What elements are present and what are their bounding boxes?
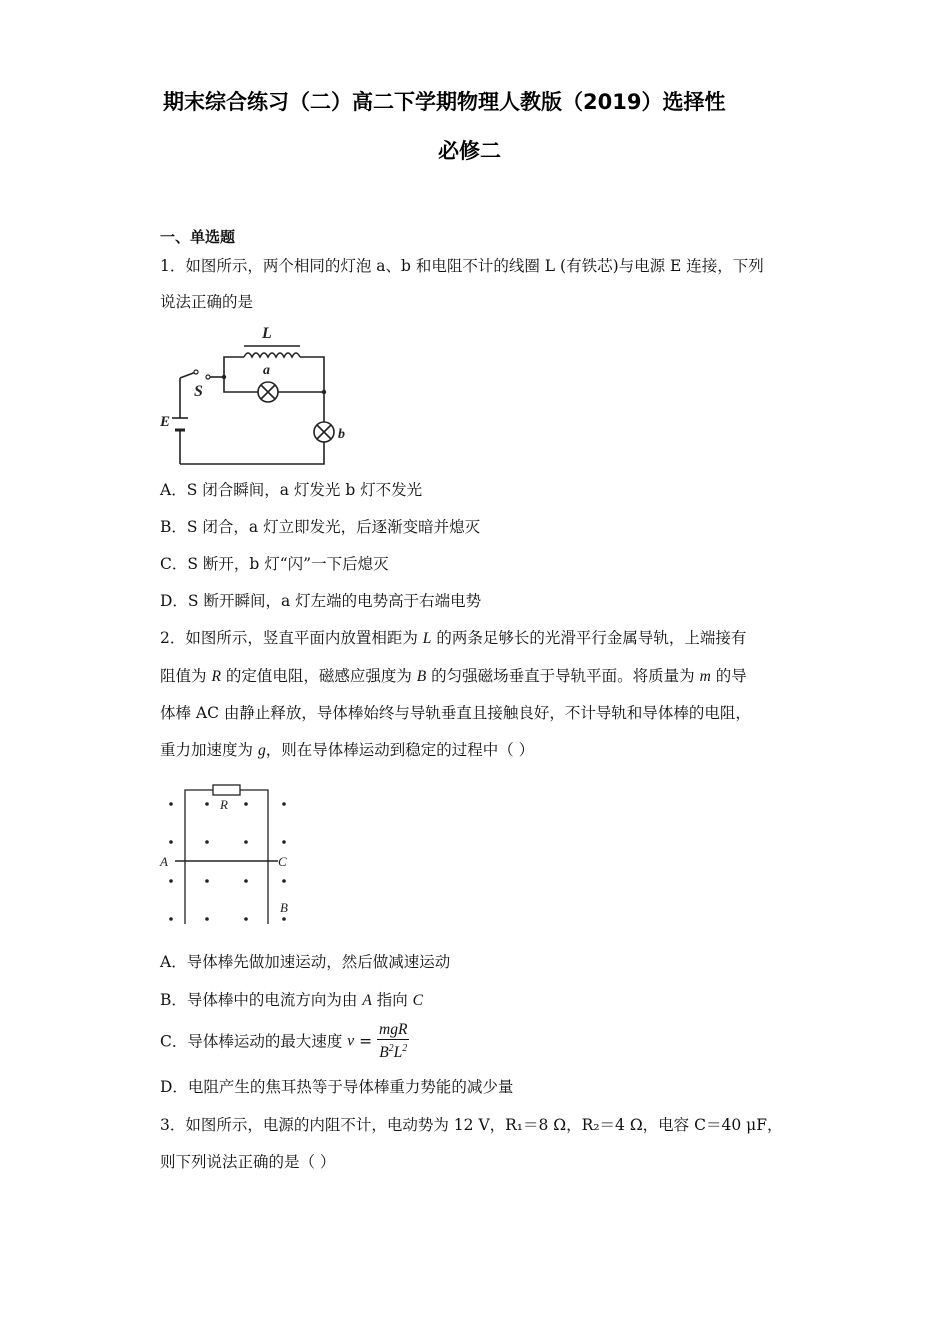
q2-option-d: D．电阻产生的焦耳热等于导体棒重力势能的减少量	[160, 1078, 514, 1096]
lamp-b-cross	[317, 425, 331, 439]
left-rail	[185, 790, 213, 924]
section-heading: 一、单选题	[160, 228, 236, 246]
label-B: B	[280, 900, 288, 915]
q2-option-b: B．导体棒中的电流方向为由 A 指向 C	[160, 991, 423, 1009]
q2-text-line4: 重力加速度为 g，则在导体棒运动到稳定的过程中（ ）	[160, 741, 535, 759]
resistor-icon	[213, 785, 240, 795]
wire-bottom	[180, 442, 324, 464]
junction-right	[322, 390, 326, 394]
page-title-line2: 必修二	[438, 139, 501, 163]
page-title: 期末综合练习（二）高二下学期物理人教版（2019）选择性	[163, 90, 726, 114]
right-rail	[240, 790, 268, 924]
wire-lamp-a-left	[224, 377, 258, 392]
q2-option-c: C．导体棒运动的最大速度 v = $\frac{\text{mgR}}{B^2L^2}$	[160, 1021, 408, 1062]
wire-coil-left	[224, 357, 244, 377]
q2-text-line1: 2．如图所示，竖直平面内放置相距为 L 的两条足够长的光滑平行金属导轨，上端接有	[160, 629, 747, 647]
q1-text-line2: 说法正确的是	[160, 293, 254, 311]
label-E: E	[160, 414, 171, 430]
q1-option-a: A．S 闭合瞬间，a 灯发光 b 灯不发光	[160, 481, 423, 499]
label-a: a	[263, 363, 270, 378]
label-A: A	[160, 854, 168, 869]
q2-text-line2: 阻值为 R 的定值电阻，磁感应强度为 B 的匀强磁场垂直于导轨平面。将质量为 m 的导	[160, 667, 747, 685]
label-R: R	[220, 797, 228, 812]
junction-left	[222, 375, 226, 379]
switch-contact-left	[194, 370, 198, 374]
label-L: L	[262, 325, 272, 342]
q2-rail-figure	[158, 782, 298, 927]
q1-option-c: C．S 断开，b 灯“闪”一下后熄灭	[160, 555, 389, 573]
switch-contact-right	[206, 375, 210, 379]
q1-text-line1: 1．如图所示，两个相同的灯泡 a、b 和电阻不计的线圈 L (有铁芯)与电源 E 连接，下列	[160, 257, 764, 275]
q1-option-b: B．S 闭合，a 灯立即发光，后逐渐变暗并熄灭	[160, 518, 481, 536]
q1-circuit-figure	[158, 322, 368, 472]
q2-text-line3: 体棒 AC 由静止释放，导体棒始终与导轨垂直且接触良好，不计导轨和导体棒的电阻，	[160, 704, 751, 722]
q1-option-d: D．S 断开瞬间，a 灯左端的电势高于右端电势	[160, 592, 482, 610]
label-b: b	[338, 427, 345, 442]
q3-text-line2: 则下列说法正确的是（ ）	[160, 1153, 336, 1171]
q3-text-line1: 3．如图所示，电源的内阻不计，电动势为 12 V，R₁＝8 Ω，R₂＝4 Ω，电容 C＝40 μF，	[160, 1116, 783, 1134]
coil-winding	[244, 353, 300, 357]
label-C: C	[278, 854, 287, 869]
q2-option-a: A．导体棒先做加速运动，然后做减速运动	[160, 953, 451, 971]
max-velocity-formula: $\frac{\text{mgR}}{B^2L^2}$	[379, 1021, 408, 1062]
label-S: S	[194, 383, 203, 400]
wire-coil-right	[300, 357, 324, 392]
lamp-a-cross	[261, 385, 275, 399]
